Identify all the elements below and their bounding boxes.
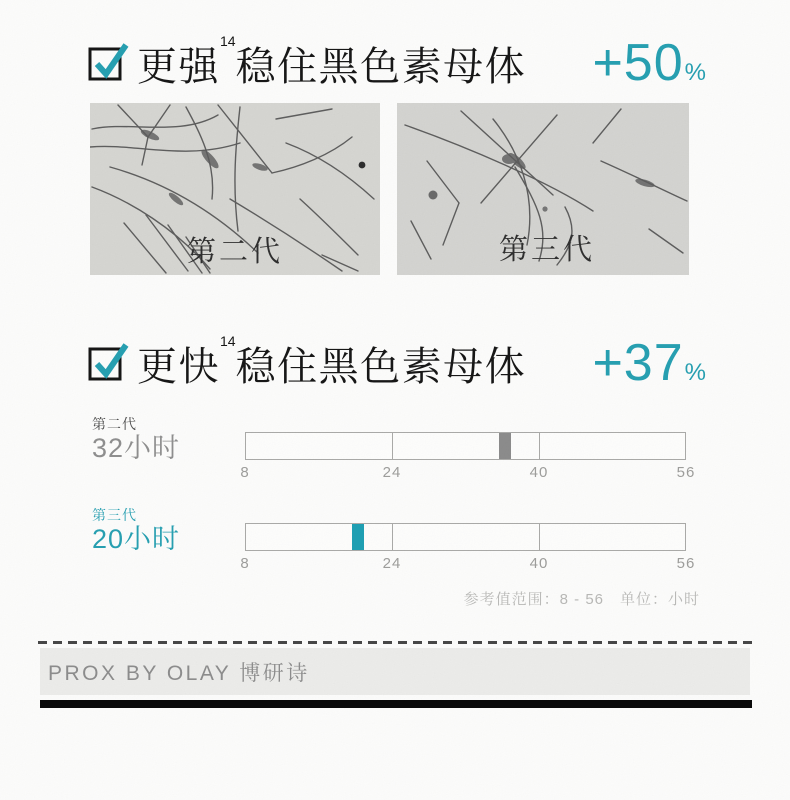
chart-row-gen2 xyxy=(0,416,790,486)
claim-strong-title xyxy=(137,32,527,92)
value-marker xyxy=(352,524,364,550)
stat-value: +50 xyxy=(592,34,684,92)
chart-row-label xyxy=(92,416,180,463)
axis-tick-label: 56 xyxy=(676,555,696,572)
axis-tick-label: 8 xyxy=(240,555,250,572)
claim-fast-heading xyxy=(86,333,706,393)
axis-ticks xyxy=(240,464,696,482)
claim-strong-prefix: 更强 xyxy=(137,44,220,89)
chart-row-label xyxy=(92,507,180,554)
bar-gridline xyxy=(539,524,540,550)
microscopy-label-gen2: 第二代 xyxy=(186,236,284,268)
bar-gridline xyxy=(539,433,540,459)
microscopy-label-gen3: 第三代 xyxy=(498,234,596,266)
reference-range-note: 参考值范围：8 - 56 单位：小时 xyxy=(463,591,700,608)
dashed-divider xyxy=(38,641,752,644)
claim-strong-rest: 稳住黑色素母体 xyxy=(235,44,527,89)
stat-badge-plus37 xyxy=(592,333,706,393)
axis-tick-label: 56 xyxy=(676,464,696,481)
axis-tick-label: 24 xyxy=(382,464,402,481)
stat-badge-plus50 xyxy=(592,33,706,93)
claim-strong-heading xyxy=(86,33,706,93)
brand-logo-text: PROX BY OLAY 博研诗 xyxy=(48,661,310,685)
microscopy-image-gen3 xyxy=(397,103,689,275)
value-marker xyxy=(499,433,511,459)
axis-ticks xyxy=(240,555,696,573)
stat-value: +37 xyxy=(592,334,684,392)
row-name: 第三代 xyxy=(92,507,137,523)
row-value: 20小时 xyxy=(92,524,181,554)
checkbox-check-icon xyxy=(86,36,130,91)
axis-tick-label: 24 xyxy=(382,555,402,572)
claim-fast-rest: 稳住黑色素母体 xyxy=(235,344,527,389)
claim-fast-prefix: 更快 xyxy=(137,344,220,389)
range-bar-gen2 xyxy=(245,432,686,460)
axis-tick-label: 8 xyxy=(240,464,250,481)
claim-fast-footnote-sup: 14 xyxy=(220,332,236,349)
axis-tick-label: 40 xyxy=(529,464,549,481)
stat-unit: % xyxy=(684,59,706,86)
bar-gridline xyxy=(392,524,393,550)
row-value: 32小时 xyxy=(92,433,181,463)
microscopy-image-gen2 xyxy=(90,103,380,275)
stat-unit: % xyxy=(684,359,706,386)
claim-fast-title xyxy=(137,332,527,392)
footer-band xyxy=(40,648,750,695)
bar-gridline xyxy=(392,433,393,459)
range-bar-gen3 xyxy=(245,523,686,551)
row-name: 第二代 xyxy=(92,416,137,432)
checkbox-check-icon xyxy=(86,336,130,391)
chart-row-gen3 xyxy=(0,507,790,577)
footer-black-bar xyxy=(40,700,752,708)
claim-strong-footnote-sup: 14 xyxy=(220,32,236,49)
axis-tick-label: 40 xyxy=(529,555,549,572)
